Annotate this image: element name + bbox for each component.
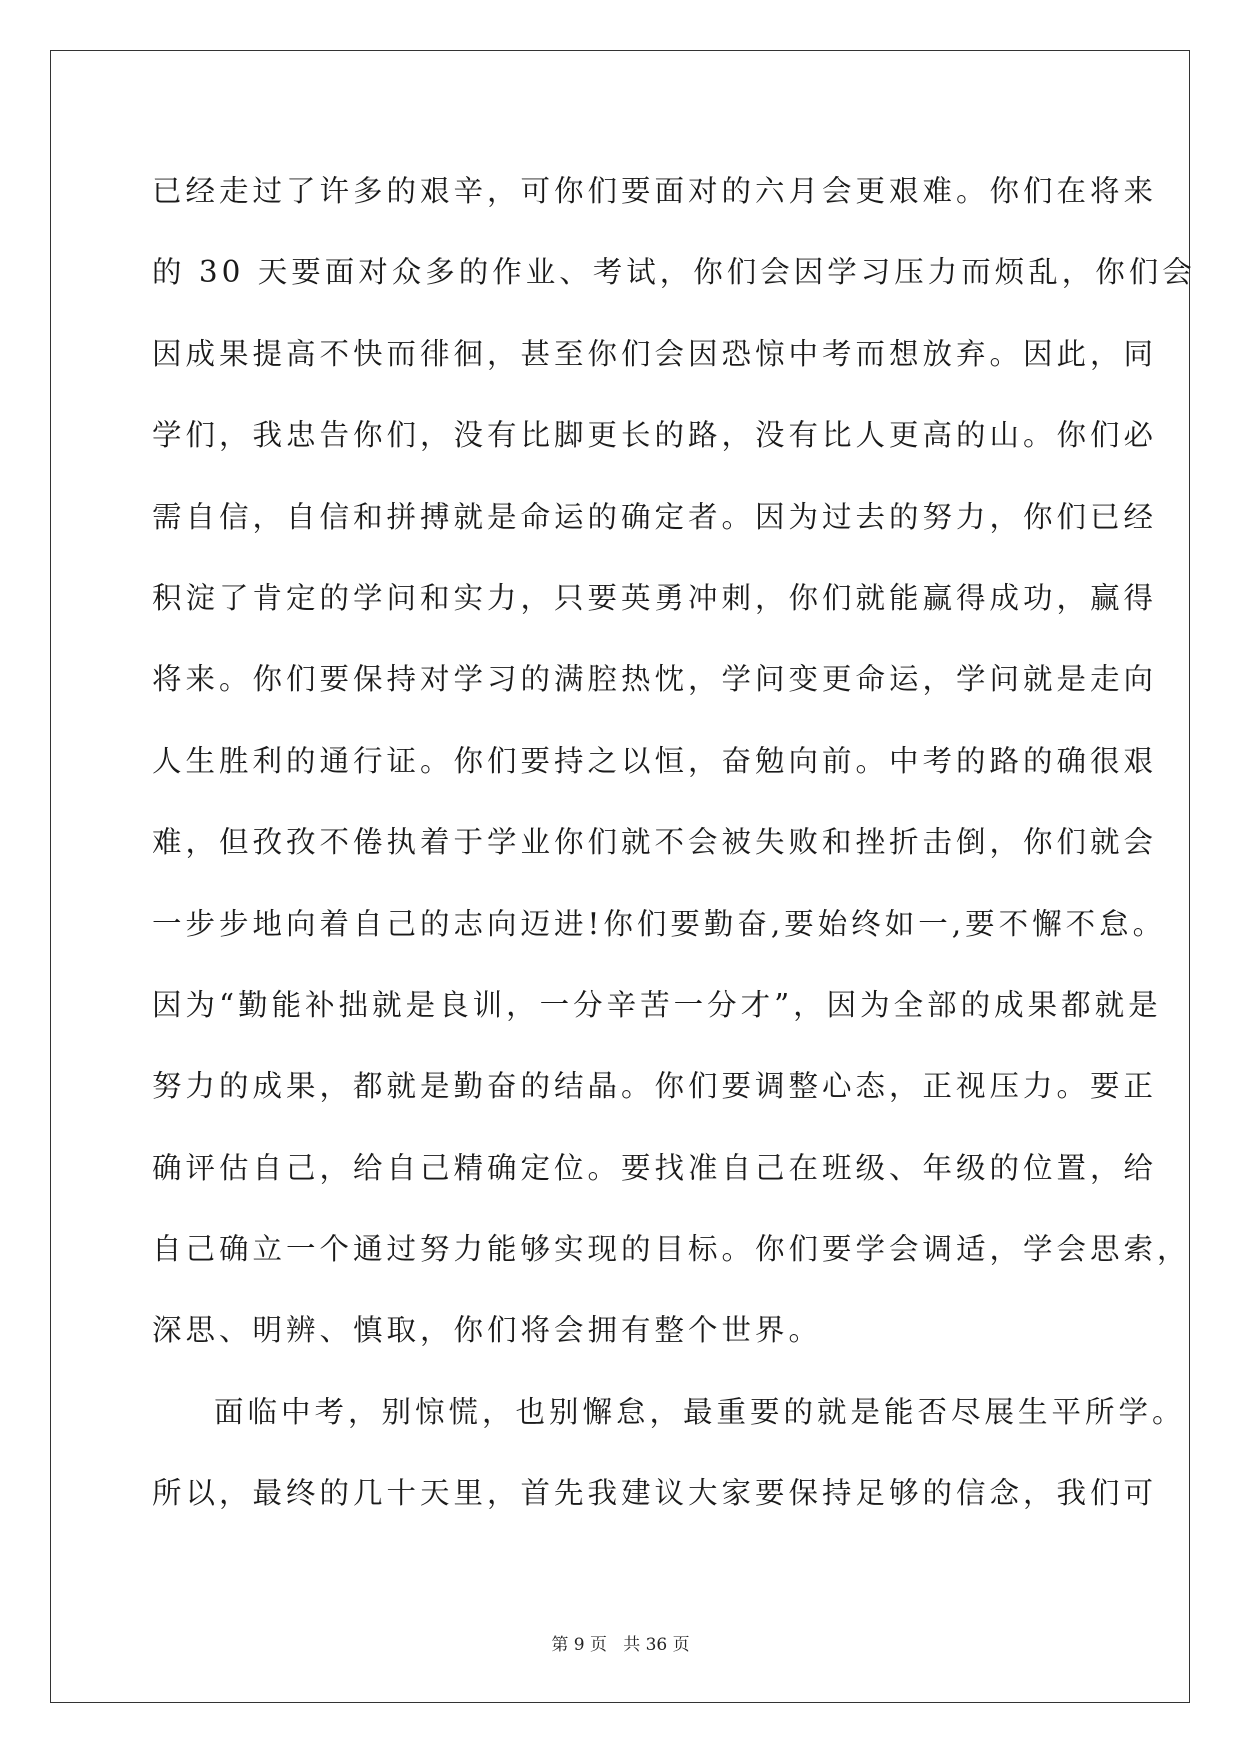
text-line: 因成果提高不快而徘徊，甚至你们会因恐惊中考而想放弃。因此，同 (152, 336, 1158, 371)
text-line: 自己确立一个通过努力能够实现的目标。你们要学会调适，学会思索， (152, 1232, 1191, 1267)
text-line: 确评估自己，给自己精确定位。要找准自己在班级、年级的位置，给 (152, 1150, 1158, 1185)
page-number-footer: 第 9 页 共 36 页 (551, 1635, 690, 1655)
text-line: 难，但孜孜不倦执着于学业你们就不会被失败和挫折击倒，你们就会 (152, 825, 1158, 860)
document-body (152, 163, 1196, 1547)
text-line: 需自信，自信和拼搏就是命运的确定者。因为过去的努力，你们已经 (152, 499, 1158, 534)
text-line: 一步步地向着自己的志向迈进!你们要勤奋,要始终如一,要不懈不怠。 (152, 906, 1167, 941)
text-line: 所以，最终的几十天里，首先我建议大家要保持足够的信念，我们可 (152, 1476, 1158, 1511)
text-line: 努力的成果，都就是勤奋的结晶。你们要调整心态，正视压力。要正 (152, 1069, 1158, 1104)
paragraph-start-line: 面临中考，别惊慌，也别懈怠，最重要的就是能否尽展生平所学。 (214, 1394, 1186, 1429)
text-line: 学们，我忠告你们，没有比脚更长的路，没有比人更高的山。你们必 (152, 418, 1158, 453)
text-line: 将来。你们要保持对学习的满腔热忱，学问变更命运，学问就是走向 (152, 662, 1158, 697)
text-line: 因为“勤能补拙就是良训，一分辛苦一分才”，因为全部的成果都就是 (152, 987, 1162, 1022)
text-line: 人生胜利的通行证。你们要持之以恒，奋勉向前。中考的路的确很艰 (152, 743, 1158, 778)
text-line: 深思、明辨、慎取，你们将会拥有整个世界。 (152, 1313, 823, 1348)
text-line: 积淀了肯定的学问和实力，只要英勇冲刺，你们就能赢得成功，赢得 (152, 580, 1158, 615)
text-line: 已经走过了许多的艰辛，可你们要面对的六月会更艰难。你们在将来 (152, 174, 1158, 208)
text-line: 的 30 天要面对众多的作业、考试，你们会因学习压力而烦乱，你们会 (152, 255, 1196, 290)
